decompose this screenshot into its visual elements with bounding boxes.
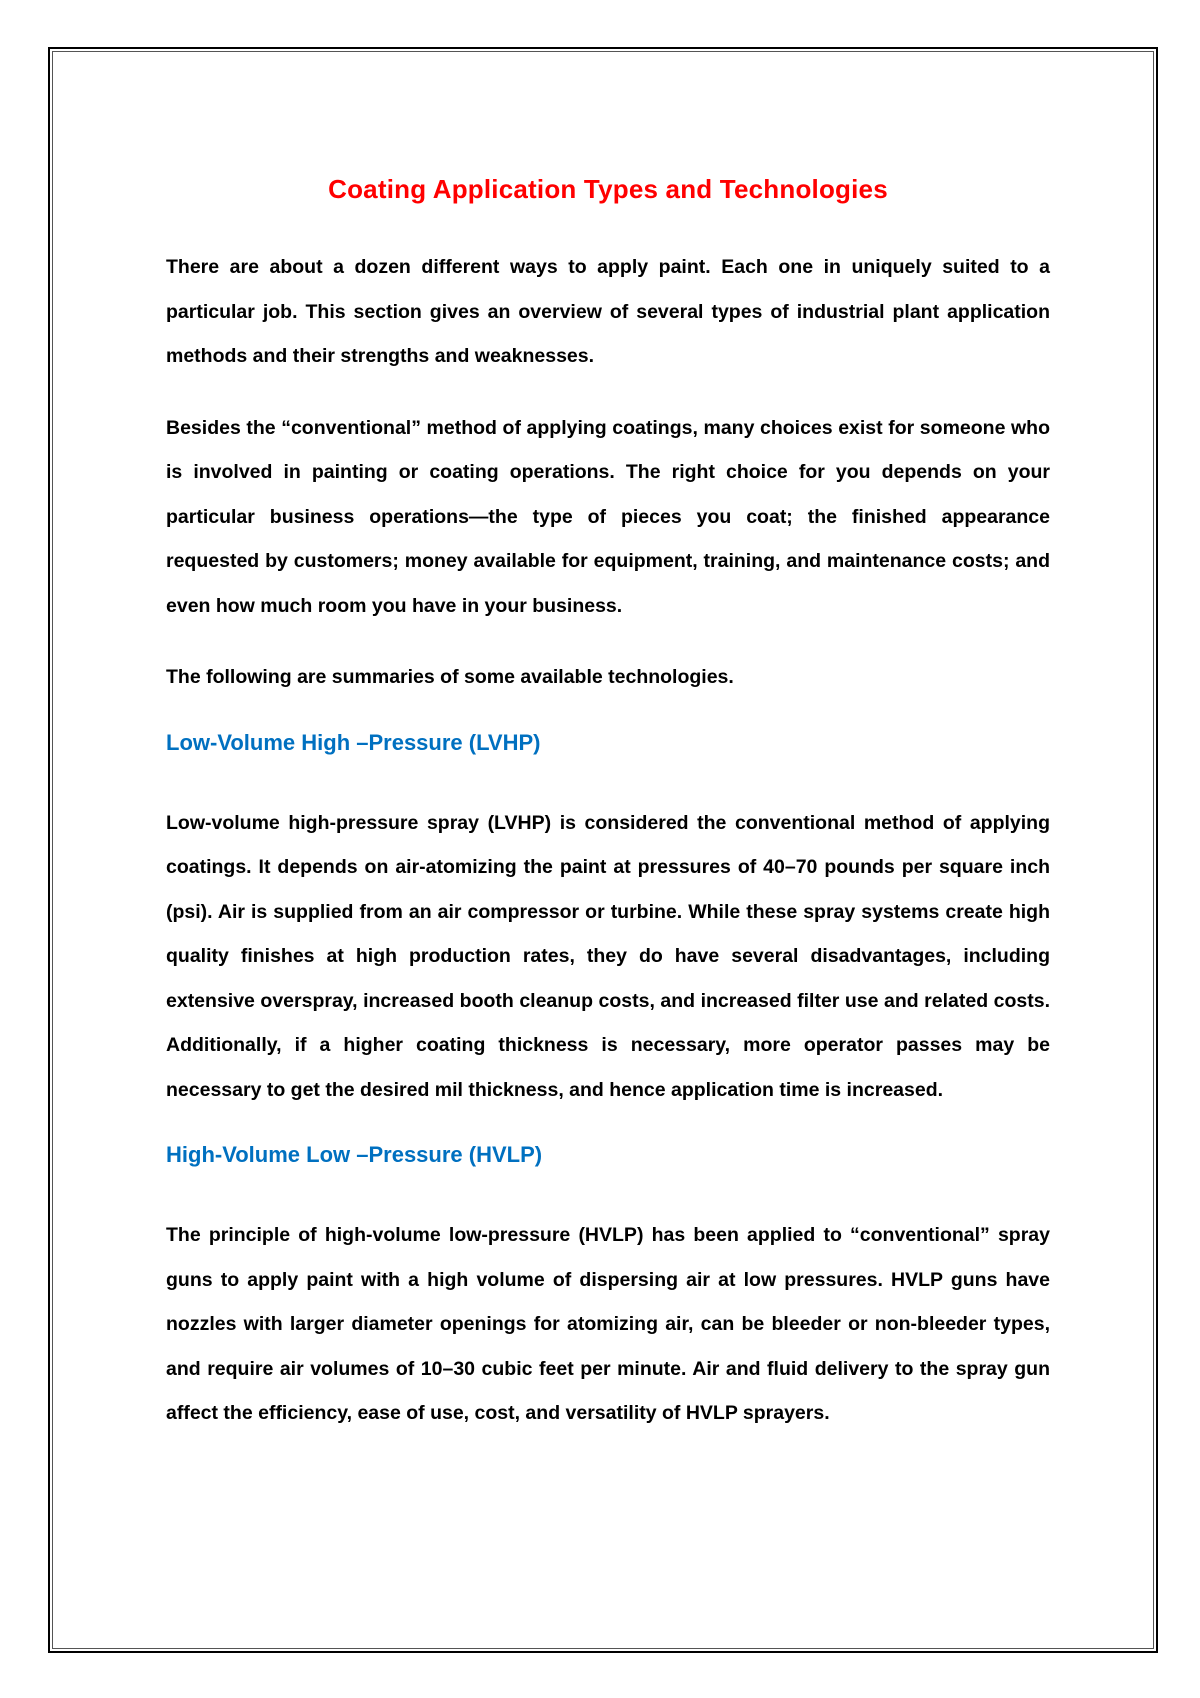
document-body	[166, 166, 1050, 1436]
section-body-hvlp: The principle of high-volume low-pressure (HVLP) has been applied to “conventional” spray guns to apply paint with a high volume of dispersing air at low pressures. HVLP guns have nozzles with larger diameter openings for atomizing air, can be bleeder or non-bleeder types, and require air volumes of 10–30 cubic feet per minute. Air and fluid delivery to the spray gun affect the efficiency, ease of use, cost, and versatility of HVLP sprayers.	[166, 1224, 1050, 1424]
intro-paragraph: There are about a dozen different ways to apply paint. Each one in uniquely suited to a particular job. This section gives an overview of several types of industrial plant application methods and their strengths and weaknesses.	[166, 256, 1050, 367]
section-heading-lvhp: Low-Volume High –Pressure (LVHP)	[166, 729, 541, 755]
intro-paragraph: Besides the “conventional” method of applying coatings, many choices exist for someone who is involved in painting or coating operations. The right choice for you depends on your particular business operations—the type of pieces you coat; the finished appearance requested by customers; money available for equipment, training, and maintenance costs; and even how much room you have in your business.	[166, 416, 1050, 617]
section-heading-hvlp: High-Volume Low –Pressure (HVLP)	[166, 1142, 543, 1167]
section-body-lvhp: Low-volume high-pressure spray (LVHP) is considered the conventional method of applying coatings. It depends on air-atomizing the paint at pressures of 40–70 pounds per square inch (psi). Air is supplied from an air compressor or turbine. While these spray systems create high quality finishes at high production rates, they do have several disadvantages, including extensive overspray, increased booth cleanup costs, and increased filter use and related costs. Additionally, if a higher coating thickness is necessary, more operator passes may be necessary to get the desired mil thickness, and hence application time is increased.	[166, 811, 1050, 1101]
document-title: Coating Application Types and Technologies	[328, 174, 888, 204]
intro-paragraph: The following are summaries of some available technologies.	[166, 666, 734, 688]
